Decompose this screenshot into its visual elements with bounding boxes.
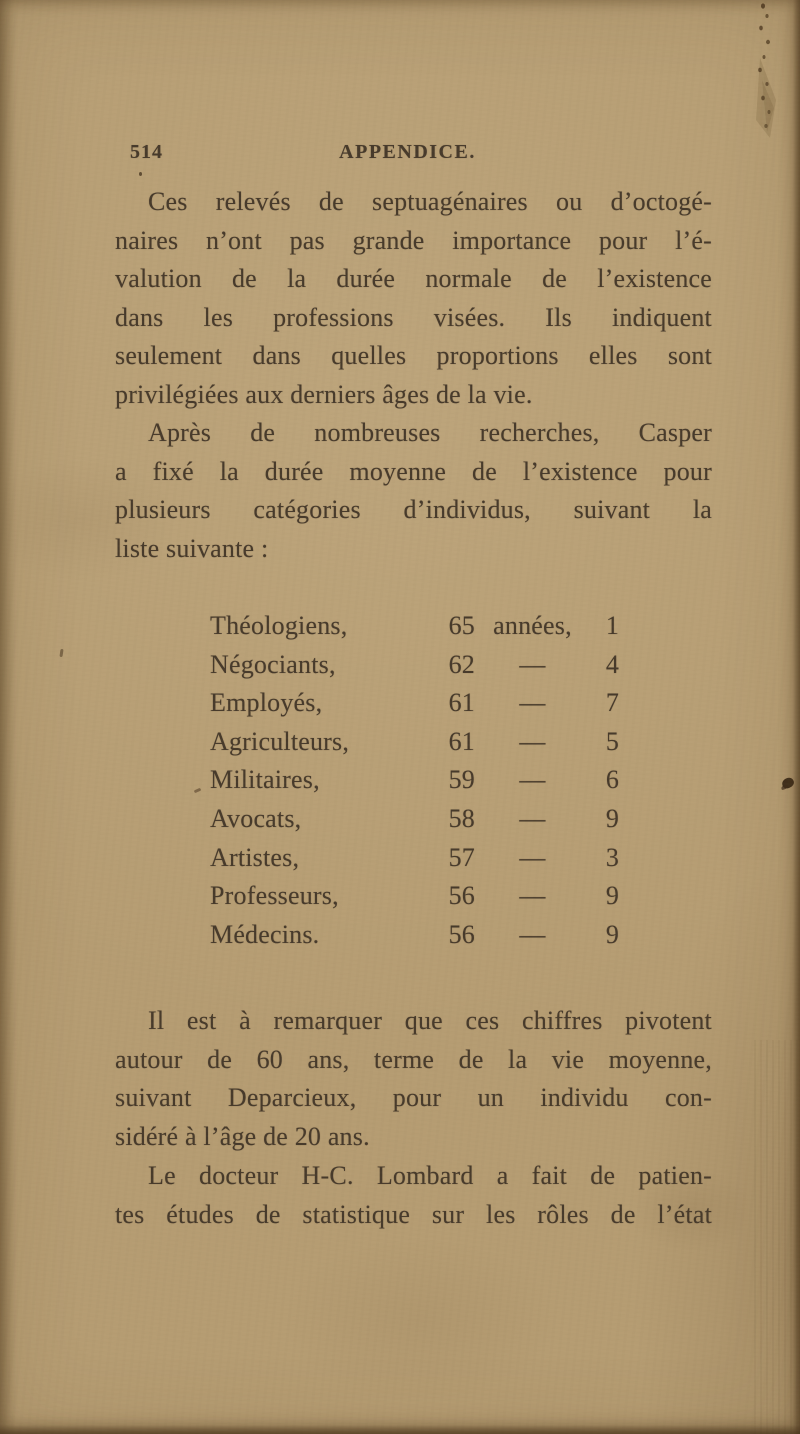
unit-cell: — [519, 842, 546, 872]
paragraph-line: naires n’ont pas grande importance pour l’é- [115, 225, 712, 255]
unit-cell: — [519, 726, 546, 756]
paragraph-line: sidéré à l’âge de 20 ans. [115, 1121, 370, 1151]
table-row [115, 761, 712, 800]
table-row [115, 877, 712, 916]
paragraph-line: suivant Deparcieux, pour un individu con- [115, 1083, 712, 1113]
years-cell: 57 [448, 842, 475, 872]
paragraph-line: valution de la durée normale de l’existence [115, 264, 712, 294]
years-cell: 56 [448, 881, 475, 911]
profession-cell: Employés, [210, 688, 323, 718]
months-cell: 9 [605, 881, 620, 911]
unit-cell: — [519, 765, 546, 795]
profession-cell: Médecins. [210, 919, 320, 949]
unit-cell: — [519, 881, 546, 911]
years-cell: 65 [448, 611, 475, 640]
months-cell: 3 [605, 842, 620, 872]
paragraph-4 [115, 1157, 712, 1234]
table-row [115, 723, 712, 762]
profession-cell: Militaires, [210, 765, 320, 795]
paragraph-line: tes études de statistique sur les rôles de l’état [115, 1199, 712, 1229]
paragraph-line: Le docteur H-C. Lombard a fait de patien- [148, 1161, 712, 1190]
paragraph-line: plusieurs catégories d’individus, suivant la [115, 495, 712, 525]
tear-speckles-artifact [740, 0, 800, 160]
months-cell: 9 [605, 919, 620, 949]
years-cell: 62 [448, 649, 475, 679]
professions-table [115, 607, 712, 954]
profession-cell: Négociants, [210, 649, 336, 679]
years-cell: 59 [448, 765, 475, 795]
years-cell: 61 [448, 726, 475, 756]
months-cell: 6 [605, 765, 620, 795]
paragraph-line: a fixé la durée moyenne de l’existence pour [115, 456, 712, 486]
table-row [115, 646, 712, 685]
paragraph-3 [115, 1002, 712, 1156]
running-title: APPENDICE. [339, 141, 476, 163]
paragraph-line: seulement dans quelles proportions elles sont [115, 341, 712, 371]
months-cell: 9 [605, 803, 620, 833]
paragraph-line: dans les professions visées. Ils indiquent [115, 302, 712, 332]
months-cell: 1 [605, 611, 620, 640]
profession-cell: Avocats, [210, 803, 302, 833]
months-cell: 5 [605, 726, 620, 756]
unit-cell: — [519, 919, 546, 949]
unit-cell: — [519, 649, 546, 679]
profession-cell: Agriculteurs, [210, 726, 350, 756]
unit-cell: — [519, 688, 546, 718]
years-cell: 61 [448, 688, 475, 718]
unit-cell: années, [493, 611, 572, 640]
paragraph-line: autour de 60 ans, terme de la vie moyenne, [115, 1044, 712, 1074]
table-row [115, 800, 712, 839]
paragraph-line: Il est à remarquer que ces chiffres pivotent [148, 1006, 712, 1035]
table-row [115, 839, 712, 878]
profession-cell: Artistes, [210, 842, 300, 872]
paragraph-line: privilégiées aux derniers âges de la vie. [115, 379, 533, 409]
table-row [115, 607, 712, 646]
page-header [0, 141, 800, 167]
profession-cell: Théologiens, [210, 611, 348, 640]
table-row [115, 684, 712, 723]
right-edge-texture [754, 1040, 800, 1434]
page-number: 514 [130, 141, 163, 163]
months-cell: 7 [605, 688, 620, 718]
unit-cell: — [519, 803, 546, 833]
paragraph-1 [115, 183, 712, 415]
ink-spot-artifact [781, 776, 796, 789]
months-cell: 4 [605, 649, 620, 679]
paragraph-line: Ces relevés de septuagénaires ou d’octogé- [148, 187, 712, 216]
years-cell: 56 [448, 919, 475, 949]
table-row [115, 916, 712, 955]
margin-artifact-tick [59, 649, 63, 657]
years-cell: 58 [448, 803, 475, 833]
pagenum-dot-artifact [139, 172, 142, 176]
paragraph-2 [115, 414, 712, 568]
paragraph-line: liste suivante : [115, 533, 269, 563]
profession-cell: Professeurs, [210, 881, 339, 911]
paragraph-line: Après de nombreuses recherches, Casper [148, 418, 712, 447]
